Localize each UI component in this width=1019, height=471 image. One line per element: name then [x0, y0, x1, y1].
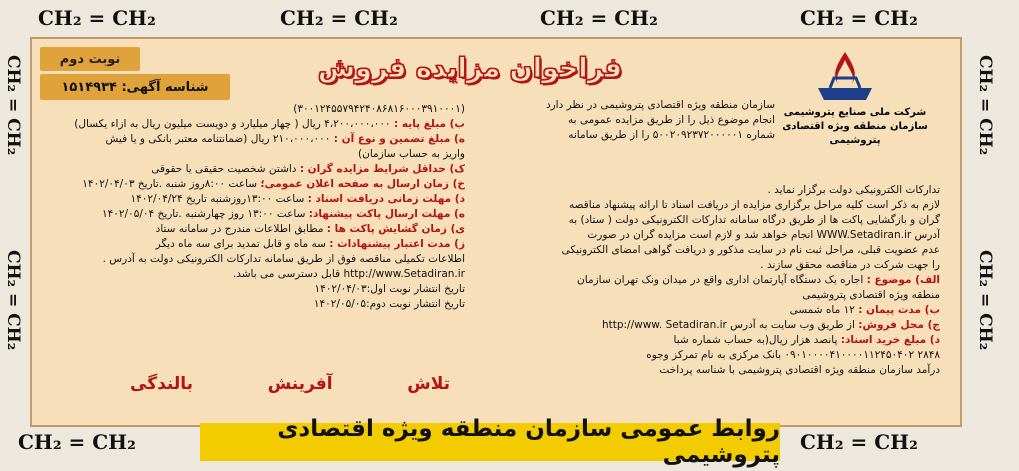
formula-top-1: CH₂ = CH₂ — [38, 6, 156, 30]
place-label: ج) محل فروش: — [858, 319, 940, 331]
formula-top-2: CH₂ = CH₂ — [280, 6, 398, 30]
text-line: عدم عضویت قبلی، مراحل ثبت نام در سایت مذکور و دریافت گواهی امضای الکترونیکی — [561, 244, 940, 256]
formula-top-4: CH₂ = CH₂ — [800, 6, 918, 30]
date-line-2: تاریخ انتشار نوبت دوم:۱۴۰۲/۰۵/۰۵ — [313, 298, 465, 310]
intro-text — [475, 98, 775, 143]
price-label: د) مبلغ خرید اسناد: — [840, 334, 940, 346]
company-logo-icon — [808, 48, 882, 106]
pub-row — [40, 177, 465, 192]
valid-row — [40, 237, 465, 252]
title-box — [280, 42, 660, 94]
cond-label: ک) حداقل شرایط مزایده گران : — [299, 163, 465, 175]
send-row — [40, 207, 465, 222]
info-line: اطلاعات تکمیلی مناقصه فوق از طریق سامانه تدارکات الکترونیکی دولت به آدرس . — [102, 253, 465, 265]
banner-text: روابط عمومی سازمان منطقه ویژه اقتصادی پتروشیمی — [277, 416, 780, 468]
page-title: فراخوان مزایده فروش — [317, 52, 623, 84]
motto-word: آفرینش — [267, 374, 333, 394]
term-value: ۱۲ ماه شمسی — [789, 304, 855, 316]
details-text — [40, 102, 465, 312]
open-label: ی) زمان گشایش پاکت ها : — [326, 223, 465, 235]
price-row — [475, 333, 940, 348]
place-row — [475, 318, 940, 333]
recv-label: د) مهلت زمانی دریافت اسناد : — [307, 193, 465, 205]
guarantee-value: ۲۱۰،۰۰۰،۰۰۰ ریال (ضمانتنامه معتبر بانکی و یا فیش — [105, 133, 331, 145]
intro-line: انجام موضوع ذیل را از طریق مزایده عمومی به — [568, 114, 775, 126]
recv-value: ساعت ۱۳:۰۰روزشنبه تاریخ ۱۴۰۲/۰۴/۲۴ — [130, 193, 305, 205]
price-row-3: درآمد سازمان منطقه ویژه اقتصادی پتروشیمی با شناسه پرداخت — [659, 364, 940, 376]
valid-value: سه ماه و قابل تمدید برای سه ماه دیگر — [155, 238, 326, 250]
term-row — [475, 303, 940, 318]
formula-bottom-1: CH₂ = CH₂ — [18, 430, 136, 454]
text-line: لازم به ذکر است کلیه مراحل برگزاری مزایده از دریافت اسناد تا ارائه پیشنهاد مناقصه — [569, 199, 940, 211]
formula-left-2: CH₂ = CH₂ — [3, 250, 23, 351]
subject-value: اجاره یک دستگاه آپارتمان اداری واقع در میدان ونک تهران سازمان — [577, 274, 864, 286]
pub-value: ساعت ۸:۰۰روز شنبه .تاریخ ۱۴۰۲/۰۴/۰۳ — [82, 178, 258, 190]
turn-badge: نوبت دوم — [40, 47, 140, 71]
cond-row — [40, 162, 465, 177]
conditions-text — [475, 183, 940, 378]
price-value: پانصد هزار ریال(به حساب شماره شبا — [673, 334, 838, 346]
open-row — [40, 222, 465, 237]
price-row-2: ۲۸۴۸ ۰۹۰۱۰۰۰۰۴۱۰۰۰۰۱۱۲۴۵۰۴۰۲ بانک مرکزی به نام تمرکز وجوه — [646, 349, 940, 361]
motto — [130, 374, 450, 394]
formula-right-2: CH₂ = CH₂ — [975, 250, 995, 351]
place-value: از طریق وب سایت به آدرس http://www. Setadiran.ir — [601, 319, 855, 331]
base-label: ب) مبلغ پایه : — [394, 118, 465, 130]
cond-value: داشتن شخصیت حقیقی یا حقوقی — [151, 163, 297, 175]
info-line: http://www.Setadiran.ir قابل دسترسی می باشد. — [232, 268, 465, 280]
send-label: ه) مهلت ارسال پاکت پیشنهاد: — [308, 208, 465, 220]
term-label: ب) مدت پیمان : — [858, 304, 940, 316]
open-value: مطابق اطلاعات مندرج در سامانه ستاد — [155, 223, 324, 235]
text-line: گران و بازگشایی پاکت ها از طریق درگاه سامانه تدارکات الکترونیکی دولت ( ستاد) به — [568, 214, 940, 226]
subject-label: الف) موضوع : — [866, 274, 940, 286]
pub-label: خ) زمان ارسال به صفحه اعلان عمومی؛ — [260, 178, 465, 190]
payment-id: (۳۰۰۱۲۴۵۵۷۹۴۲۴۰۸۶۸۱۶۰۰۰۳۹۱۰۰۰۱) — [293, 103, 465, 115]
motto-word: بالندگی — [130, 374, 194, 394]
guarantee-row — [40, 132, 465, 147]
footer-banner — [200, 416, 780, 468]
guarantee-label: ه) مبلغ تضمین و نوع آن : — [333, 133, 465, 145]
motto-word: تلاش — [407, 374, 450, 394]
recv-row — [40, 192, 465, 207]
intro-line: شماره ۵۰۰۲۰۹۲۳۷۲۰۰۰۰۰۱ را از طریق سامانه — [568, 129, 775, 141]
base-value: ۴،۲۰۰،۰۰۰،۰۰۰ ریال ( چهار میلیارد و دویست میلیون ریال به ازاء یکسال) — [74, 118, 391, 130]
date-line-1: تاریخ انتشار نوبت اول:۱۴۰۲/۰۴/۰۳ — [314, 283, 465, 295]
guarantee-row-2: واریز به حساب سازمان) — [358, 148, 465, 160]
formula-right-1: CH₂ = CH₂ — [975, 55, 995, 156]
subject-row — [475, 273, 940, 288]
text-line: تدارکات الکترونیکی دولت برگزار نماید . — [767, 184, 940, 196]
formula-top-3: CH₂ = CH₂ — [540, 6, 658, 30]
subject-row-2: منطقه ویژه اقتصادی پتروشیمی — [802, 289, 940, 301]
company-line-1: شرکت ملی صنایع پتروشیمی — [783, 107, 927, 118]
ad-id-badge: شناسه آگهی: ۱۵۱۴۹۳۴ — [40, 74, 230, 100]
formula-left-1: CH₂ = CH₂ — [3, 55, 23, 156]
text-line: را جهت شرکت در مناقصه محقق سازند . — [760, 259, 940, 271]
text-line: آدرس WWW.Setadiran.ir انجام خواهد شد و لازم است مزایده گران در صورت — [587, 229, 940, 241]
intro-line: سازمان منطقه ویژه اقتصادی پتروشیمی در نظر دارد — [545, 99, 775, 111]
base-row — [40, 117, 465, 132]
send-value: ساعت ۱۳:۰۰ روز چهارشنبه .تاریخ ۱۴۰۲/۰۵/۰۴ — [102, 208, 306, 220]
formula-bottom-2: CH₂ = CH₂ — [800, 430, 918, 454]
valid-label: ز) مدت اعتبار پیشنهادات : — [329, 238, 465, 250]
company-line-2: سازمان منطقه ویژه اقتصادی پتروشیمی — [782, 121, 928, 146]
company-name — [770, 106, 940, 148]
